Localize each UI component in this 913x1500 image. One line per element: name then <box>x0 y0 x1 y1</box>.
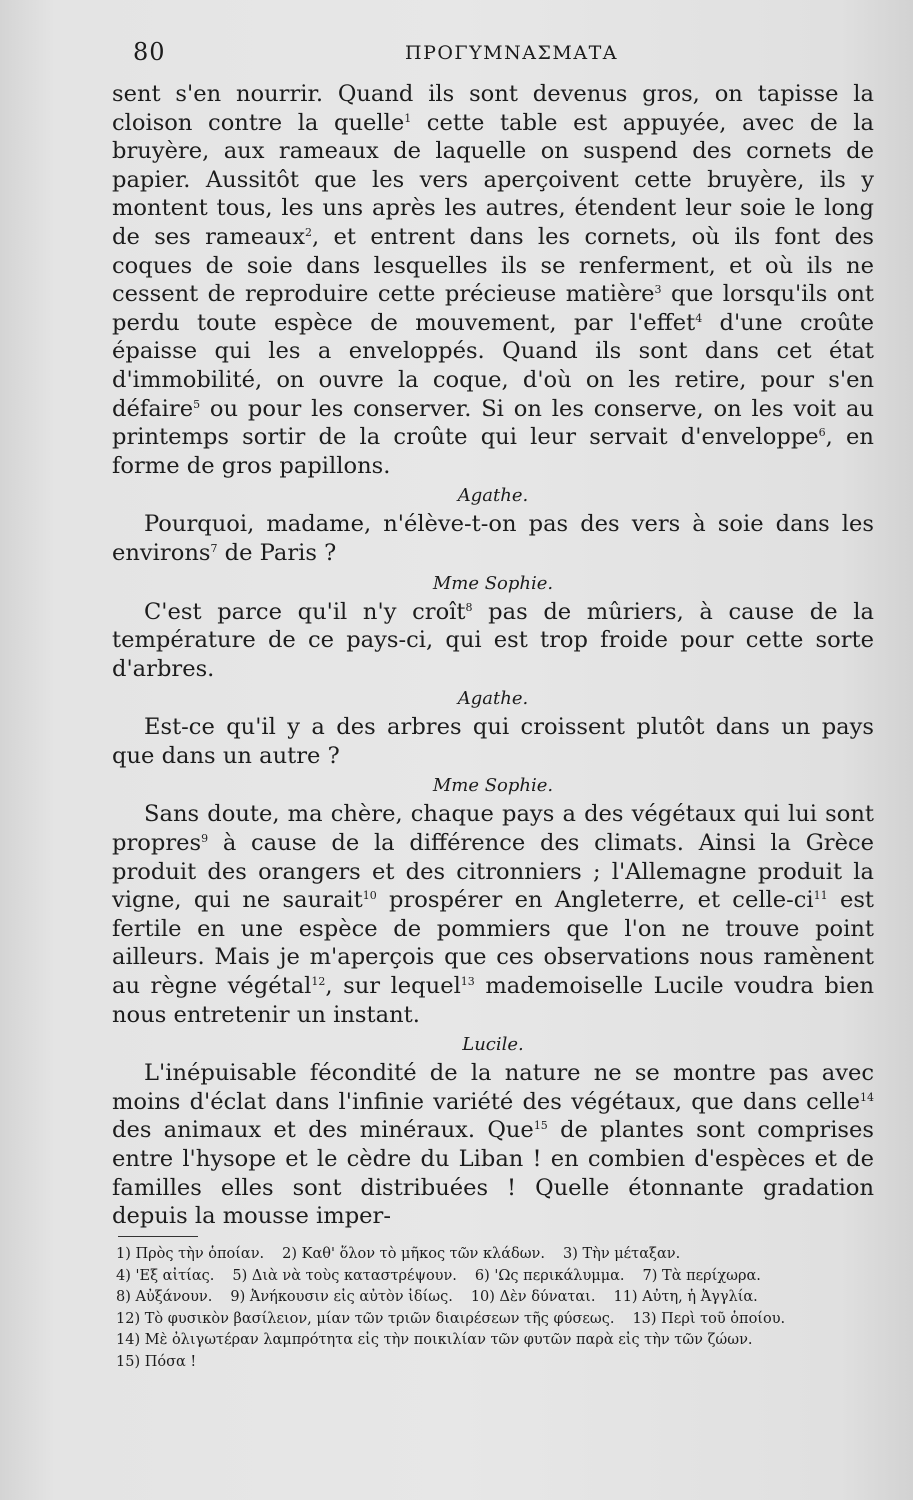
footnote-text: Αὐξάνουν. <box>135 1289 213 1305</box>
speaker-name: Agathe. <box>457 485 529 507</box>
footnote-line <box>116 1287 878 1309</box>
footnote-text: Μὲ ὀλιγωτέραν λαμπρότητα εἰς τὴν ποικιλίαν τῶν φυτῶν παρὰ εἰς τὴν τῶν ζώων. <box>144 1332 753 1348</box>
footnote-marker: 3) <box>562 1246 578 1262</box>
page-header <box>133 38 873 72</box>
footnote-text: Διὰ νὰ τοὺς καταστρέψουν. <box>251 1267 457 1284</box>
text-paragraph: Pourquoi, madame, n'élève-t-on pas des vers à soie dans les environs$^7$ de Paris ? <box>112 511 874 566</box>
footnote-text: Δὲν δύναται. <box>499 1289 596 1305</box>
main-text <box>112 80 874 1231</box>
footnote-marker: 12) <box>116 1310 141 1327</box>
footnote-text: Πρὸς τὴν ὁποίαν. <box>135 1246 265 1262</box>
footnote-line <box>116 1330 878 1352</box>
footnote-text: 'Εξ αἰτίας. <box>135 1267 215 1284</box>
footnote-marker: 6) <box>474 1267 490 1284</box>
footnote-text: Τὰ περίχωρα. <box>662 1267 761 1284</box>
speaker-name: Agathe. <box>457 688 529 710</box>
footnote-marker: 14) <box>116 1332 141 1348</box>
speaker-name: Mme Sophie. <box>432 775 554 797</box>
page-number: 80 <box>133 38 166 66</box>
footnote-marker: 15) <box>116 1353 141 1370</box>
footnote-marker: 1) <box>116 1246 131 1262</box>
footnote-text: 'Ως περικάλυμμα. <box>494 1267 625 1284</box>
footnote-line <box>116 1352 878 1374</box>
footnote-marker: 4) <box>116 1267 131 1284</box>
text-paragraph: Sans doute, ma chère, chaque pays a des végétaux qui lui sont propres$^9$ à cause de la différence des climats. Ainsi la Grèce produit des orangers et des citronniers ; l'Allemagne produit la vigne, qui ne saurait$^{10}$ prospérer en Angleterre, et celle-$ci^{11}$ est fertile en une espèce de pommiers que l'on ne trouve point ailleurs. Mais je m'aperçois que ces observations nous ramènent au règne végétal$^{12}$, sur lequel$^{13}$ mademoiselle Lucile voudra bien nous entretenir un instant. <box>112 801 874 1028</box>
footnote-marker: 9) <box>230 1289 246 1305</box>
footnote-line <box>116 1309 878 1331</box>
text-paragraph: L'inépuisable fécondité de la nature ne se montre pas avec moins d'éclat dans l'infinie variété des végétaux, que dans celle$^{14}$ des animaux et des minéraux. Que$^{15}$ de plantes sont comprises entre l'hysope et le cèdre du Liban ! en combien d'espèces et de familles elles sont distribuées ! Quelle étonnante gradation depuis la mousse imper- <box>112 1060 874 1230</box>
footnote-divider <box>118 1236 198 1237</box>
footnote-text: Τὸ φυσικὸν βασίλειον, μίαν τῶν τριῶν διαιρέσεων τῆς φύσεως. <box>144 1310 615 1327</box>
footnote-text: Πόσα ! <box>144 1353 197 1370</box>
footnote-text: Αὐτη, ἡ Ἀγγλία. <box>642 1289 758 1305</box>
footnote-text: Ἀνήκουσιν εἰς αὐτὸν ἰδίως. <box>249 1289 453 1305</box>
footnote-marker: 11) <box>613 1289 638 1305</box>
footnote-marker: 7) <box>642 1267 658 1284</box>
footnote-marker: 2) <box>282 1246 298 1262</box>
footnotes <box>116 1244 878 1373</box>
speaker-name: Mme Sophie. <box>432 572 554 594</box>
footnote-text: Περὶ τοῦ ὁποίου. <box>661 1310 786 1327</box>
footnote-marker: 13) <box>632 1310 657 1327</box>
footnote-marker: 8) <box>116 1289 131 1305</box>
text-paragraph: sent s'en nourrir. Quand ils sont devenus gros, on tapisse la cloison contre la quelle$^1$ cette table est appuyée, avec de la bruyère, aux rameaux de laquelle on suspend des cornets de papier. Aussitôt que les vers aperçoivent cette bruyère, ils y montent tous, les uns après les autres, étendent leur soie le long de ses rameaux$^2$, et entrent dans les cornets, où ils font des coques de soie dans lesquelles ils se renferment, et où ils ne cessent de reproduire cette précieuse matière$^3$ que lorsqu'ils ont perdu toute espèce de mouvement, par l'effet$^4$ d'une croûte épaisse qui les a enveloppés. Quand ils sont dans cet état d'immobilité, on ouvre la coque, d'où on les retire, pour s'en défaire$^5$ ou pour les conserver. Si on les conserve, on les voit au printemps sortir de la croûte qui leur servait d'enveloppe$^6$, en forme de gros papillons. <box>112 81 874 479</box>
text-paragraph: Est-ce qu'il y a des arbres qui croissent plutôt dans un pays que dans un autre ? <box>112 714 874 769</box>
footnote-text: Καθ' ὅλον τὸ μῆκος τῶν κλάδων. <box>301 1246 545 1262</box>
footnote-marker: 10) <box>470 1289 495 1305</box>
footnote-line <box>116 1266 878 1288</box>
footnote-marker: 5) <box>232 1267 248 1284</box>
speaker-name: Lucile. <box>462 1034 524 1056</box>
text-paragraph: C'est parce qu'il n'y croît$^8$ pas de mûriers, à cause de la température de ce pays-ci, qui est trop froide pour cette sorte d'arbres. <box>112 598 874 682</box>
footnote-text: Τὴν μέταξαν. <box>582 1246 681 1262</box>
footnote-line <box>116 1244 878 1266</box>
running-title: ΠΡΟΓΥΜΝΑΣΜΑΤΑ <box>405 42 618 64</box>
